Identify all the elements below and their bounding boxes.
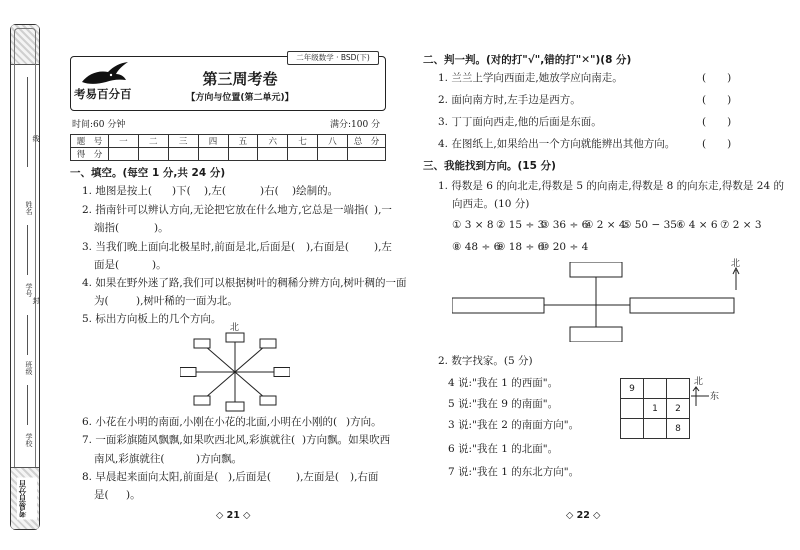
strip-label-id: 学号 xyxy=(25,283,33,297)
q5-text: 5. 标出方向板上的几个方向。 xyxy=(82,313,222,325)
page-number-right: ◇ 22 ◇ xyxy=(566,510,601,521)
s3q2-title: 2. 数字找家。(5 分) xyxy=(438,355,533,367)
score-cell[interactable] xyxy=(258,148,288,161)
score-cell[interactable] xyxy=(348,148,386,161)
strip-brand: 考易百分百 xyxy=(17,478,37,520)
q4-part-c: ),树叶稀的一面为北。 xyxy=(136,295,238,307)
judge-answer-3[interactable]: ( ) xyxy=(702,116,732,128)
map-box-west xyxy=(452,298,544,313)
map-box-north xyxy=(570,262,622,277)
judge-item-3: 3. 丁丁面向西走,他的后面是东面。 xyxy=(438,116,602,128)
table-header-cell: 一 xyxy=(109,135,139,148)
grid-north-label: 北 xyxy=(694,377,704,387)
score-cell[interactable] xyxy=(228,148,258,161)
q4-part-a: 4. 如果在野外迷了路,我们可以根据树叶的稠稀分辨方向,树叶稠的一面 xyxy=(82,277,407,289)
table-header-cell: 二 xyxy=(138,135,168,148)
binding-strip xyxy=(10,24,40,530)
q6-part-a: 6. 小花在小明的南面,小刚在小花的北面,小明在小刚的( xyxy=(82,416,338,428)
expr-3: ③ 36 ÷ 6 xyxy=(540,219,589,231)
page-number-left: ◇ 21 ◇ xyxy=(216,510,251,521)
grid-cell[interactable] xyxy=(621,399,644,419)
grid-cell[interactable]: 9 xyxy=(621,379,644,399)
clue-4: 6 说:"我在 1 的北面"。 xyxy=(448,443,559,455)
clue-1: 4 说:"我在 1 的西面"。 xyxy=(448,377,559,389)
exam-time: 时间:60 分钟 xyxy=(72,120,126,130)
brand-text: 考易百分百 xyxy=(74,87,132,101)
table-header-cell: 题 号 xyxy=(71,135,109,148)
q7-part-c: 南风,彩旗就往( xyxy=(94,453,165,465)
clue-3: 3 说:"我在 2 的南面方向"。 xyxy=(448,419,580,431)
section2-title: 二、判一判。(对的打"√",错的打"✕")(8 分) xyxy=(423,54,632,66)
east-box xyxy=(274,368,290,377)
southwest-box xyxy=(194,396,210,405)
q2-part-d: )。 xyxy=(154,222,169,234)
grid-row xyxy=(621,419,690,439)
q3-part-c: ),左 xyxy=(374,241,392,253)
section3-title: 三、我能找到方向。(15 分) xyxy=(423,160,556,172)
strip-line-mark: 线 xyxy=(32,135,40,142)
grid-row xyxy=(621,379,690,399)
q7-part-d: )方向飘。 xyxy=(196,453,243,465)
clue-2: 5 说:"我在 9 的南面"。 xyxy=(448,398,559,410)
expr-7: ⑦ 2 × 3 xyxy=(720,219,762,231)
grid-cell[interactable]: 1 xyxy=(644,399,667,419)
expr-8: ⑧ 48 ÷ 6 xyxy=(452,241,501,253)
q7-part-b: )方向飘。如果吹西 xyxy=(302,434,391,446)
west-box xyxy=(180,368,196,377)
name-line xyxy=(27,77,28,167)
s3q1-line2: 向西走。(10 分) xyxy=(452,198,530,210)
score-cell[interactable] xyxy=(318,148,348,161)
table-header-cell: 七 xyxy=(288,135,318,148)
strip-label-school: 学校 xyxy=(25,433,33,447)
q1-part-e: )绘制的。 xyxy=(292,185,339,197)
judge-answer-4[interactable]: ( ) xyxy=(702,138,732,150)
direction-map-diagram xyxy=(452,262,762,342)
exam-title: 第三周考卷 xyxy=(202,70,278,88)
q3-part-b: ),右面是( xyxy=(306,241,350,253)
q2-part-c: 端指( xyxy=(94,222,120,234)
score-cell[interactable] xyxy=(168,148,198,161)
map-box-east xyxy=(630,298,734,313)
expr-4: ④ 2 × 4 xyxy=(584,219,626,231)
direction-board-diagram xyxy=(180,332,290,412)
map-box-south xyxy=(570,327,622,342)
strip-seal-mark: 封 xyxy=(32,297,40,304)
south-box xyxy=(226,402,244,411)
s3q1-line1: 1. 得数是 6 的向北走,得数是 5 的向南走,得数是 8 的向东走,得数是 24 的 xyxy=(438,180,784,192)
judge-item-2: 2. 面向南方时,左手边是西方。 xyxy=(438,94,581,106)
score-cell[interactable] xyxy=(138,148,168,161)
grid-east-label: 东 xyxy=(710,392,720,402)
expr-5: ⑤ 50 − 35 xyxy=(622,219,677,231)
q4-part-b: 为( xyxy=(94,295,109,307)
grid-cell[interactable] xyxy=(667,379,690,399)
score-cell[interactable] xyxy=(109,148,139,161)
strip-inner-border xyxy=(14,28,36,526)
exam-subtitle: 【方向与位置(第二单元)】 xyxy=(186,93,294,103)
expr-10: ⑩ 20 ÷ 4 xyxy=(540,241,589,253)
compass-north-label: 北 xyxy=(230,323,240,333)
q8-part-a: 8. 早晨起来面向太阳,前面是( xyxy=(82,471,219,483)
q3-part-a: 3. 当我们晚上面向北极星时,前面是北,后面是( xyxy=(82,241,296,253)
table-header-cell: 五 xyxy=(228,135,258,148)
table-header-cell: 四 xyxy=(198,135,228,148)
grid-cell[interactable]: 8 xyxy=(667,419,690,439)
grid-compass-icon xyxy=(690,386,710,408)
q1-part-b: )下( xyxy=(172,185,191,197)
q8-part-c: ),左面是( xyxy=(296,471,340,483)
rabbit-logo-icon xyxy=(78,60,130,88)
q6-part-b: )方向。 xyxy=(346,416,382,428)
expr-1: ① 3 × 8 xyxy=(452,219,494,231)
table-header-cell: 三 xyxy=(168,135,198,148)
score-table xyxy=(70,134,386,161)
north-box xyxy=(226,333,244,342)
q7-part-a: 7. 一面彩旗随风飘飘,如果吹西北风,彩旗就往( xyxy=(82,434,296,446)
grid-cell[interactable]: 2 xyxy=(667,399,690,419)
expr-9: ⑨ 18 ÷ 6 xyxy=(496,241,545,253)
expr-6: ⑥ 4 × 6 xyxy=(676,219,718,231)
score-cell[interactable] xyxy=(288,148,318,161)
exam-full-score: 满分:100 分 xyxy=(330,120,381,130)
score-table-header-row xyxy=(71,135,386,148)
school-line xyxy=(27,385,28,425)
score-row-label: 得 分 xyxy=(71,148,109,161)
table-header-cell: 八 xyxy=(318,135,348,148)
map-north-label: 北 xyxy=(731,259,741,269)
q1-part-c: ),左( xyxy=(204,185,227,197)
q3-part-d: 面是( xyxy=(94,259,120,271)
number-grid xyxy=(620,378,690,439)
score-cell[interactable] xyxy=(198,148,228,161)
northwest-box xyxy=(194,339,210,348)
southeast-box xyxy=(260,396,276,405)
q1-part-d: )右( xyxy=(260,185,279,197)
clue-5: 7 说:"我在 1 的东北方向"。 xyxy=(448,466,580,478)
strip-label-name: 姓名 xyxy=(25,201,33,215)
class-line xyxy=(27,315,28,355)
q8-part-e: 是( xyxy=(94,489,109,501)
northeast-box xyxy=(260,339,276,348)
judge-answer-2[interactable]: ( ) xyxy=(702,94,732,106)
table-header-cell: 总 分 xyxy=(348,135,386,148)
q3-part-e: )。 xyxy=(152,259,167,271)
grid-cell[interactable] xyxy=(621,419,644,439)
q2-part-a: 2. 指南针可以辨认方向,无论把它放在什么地方,它总是一端指( xyxy=(82,204,369,216)
q8-part-b: ),后面是( xyxy=(228,471,272,483)
q2-part-b: ),一 xyxy=(374,204,392,216)
grid-cell[interactable] xyxy=(644,419,667,439)
score-table-score-row xyxy=(71,148,386,161)
table-header-cell: 六 xyxy=(258,135,288,148)
grid-row xyxy=(621,399,690,419)
section1-title: 一、填空。(每空 1 分,共 24 分) xyxy=(70,167,226,179)
id-line xyxy=(27,225,28,275)
judge-answer-1[interactable]: ( ) xyxy=(702,72,732,84)
judge-item-4: 4. 在图纸上,如果给出一个方向就能辨出其他方向。 xyxy=(438,138,676,150)
q1-part-a: 1. 地图是按上( xyxy=(82,185,152,197)
strip-label-class: 班级 xyxy=(25,361,33,375)
judge-item-1: 1. 兰兰上学向西面走,她放学应向南走。 xyxy=(438,72,623,84)
expr-2: ② 15 ÷ 3 xyxy=(496,219,545,231)
grade-tag: 二年级数学 · BSD(下) xyxy=(287,51,379,65)
q8-part-d: ),右面 xyxy=(350,471,379,483)
q8-part-f: )。 xyxy=(126,489,141,501)
grid-cell[interactable] xyxy=(644,379,667,399)
